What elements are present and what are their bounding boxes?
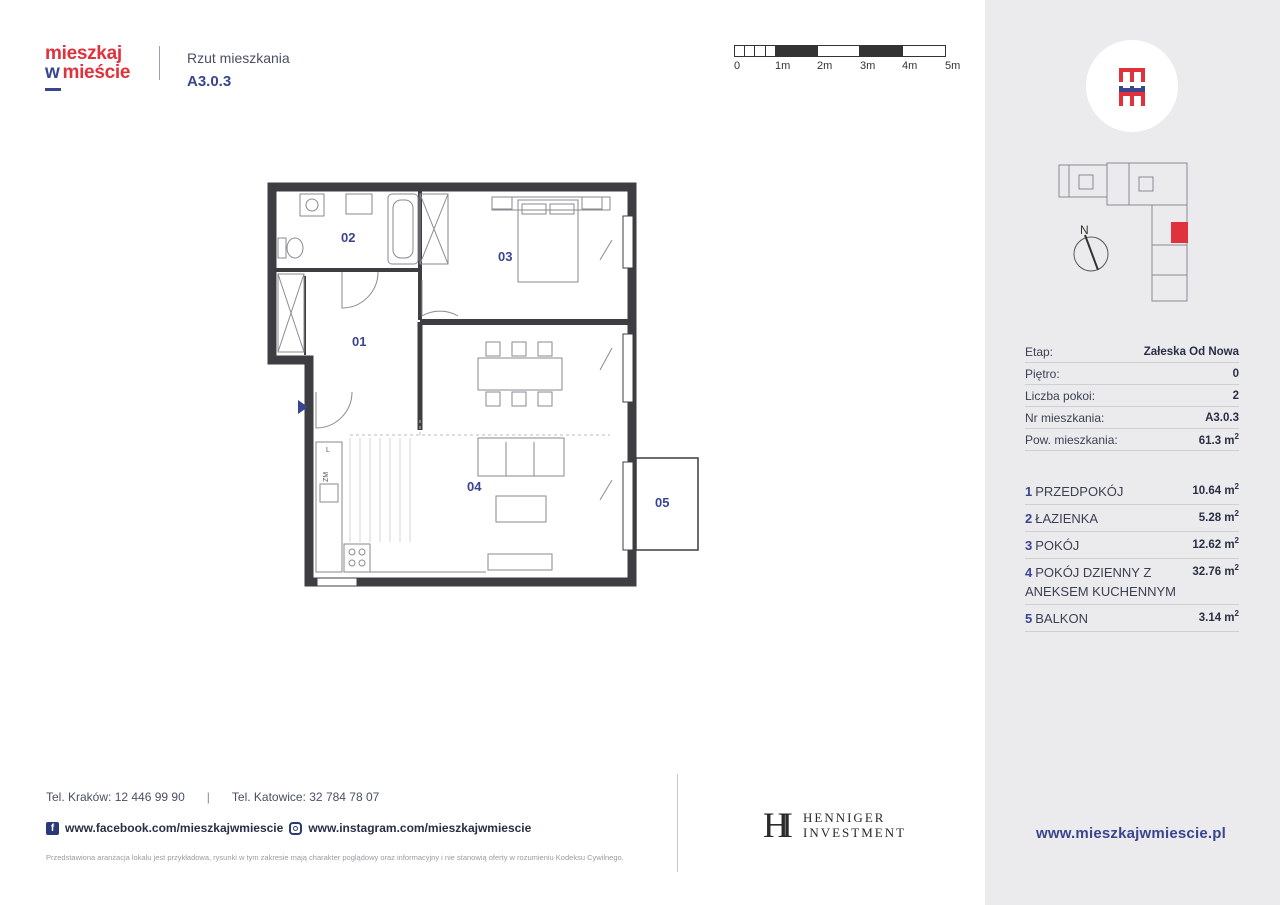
spec-row: [1025, 429, 1239, 451]
toilet: [287, 238, 303, 258]
contact-line: [46, 790, 379, 804]
washer-drum: [306, 199, 318, 211]
spec-value: A3.0.3: [1205, 411, 1239, 424]
compass-north-label: N: [1080, 223, 1089, 237]
door-bath: [342, 272, 378, 308]
room-number: 3: [1025, 538, 1033, 553]
floor-plan: [260, 180, 710, 590]
logo-text-line2: mieście: [62, 62, 131, 83]
door-entry: [316, 392, 352, 428]
spec-label: Pow. mieszkania:: [1025, 432, 1118, 447]
scale-bar-labels: [731, 60, 971, 74]
scale-label: 2m: [817, 60, 833, 72]
room-name: POKÓJ DZIENNY Z ANEKSEM KUCHENNYM: [1025, 565, 1176, 599]
apartment-highlight: [1171, 222, 1188, 243]
room-area: 12.62 $m^2$: [1192, 536, 1239, 551]
room-number-01: 01: [352, 334, 367, 349]
logo-text-line1: mieszkaj: [45, 43, 122, 64]
specs-table: [1025, 341, 1239, 451]
phone-krakow[interactable]: Tel. Kraków: 12 446 99 90: [46, 790, 185, 804]
door-bedroom: [422, 280, 458, 316]
tv-unit: [488, 554, 552, 570]
room-number: 2: [1025, 511, 1033, 526]
spec-value: 2: [1232, 389, 1239, 402]
spec-value: Załeska Od Nowa: [1143, 345, 1239, 358]
room-row: [1025, 478, 1239, 505]
spec-label: Piętro:: [1025, 366, 1060, 381]
investor-name-line1: HENNIGER: [803, 810, 886, 825]
spec-value: 61.3 $m^2$: [1198, 432, 1239, 447]
spec-label: Nr mieszkania:: [1025, 410, 1105, 425]
instagram-icon: [289, 822, 302, 835]
scale-label: 0: [734, 60, 741, 72]
coffee-table: [496, 496, 546, 522]
room-area: 5.28 $m^2$: [1198, 509, 1239, 524]
kitchen-sink: [320, 484, 338, 502]
room-area: 32.76 $m^2$: [1192, 563, 1239, 578]
room-number-04: 04: [467, 479, 482, 494]
investor-logo: [763, 807, 906, 843]
room-name: ŁAZIENKA: [1035, 511, 1099, 526]
contact-separator: |: [206, 790, 210, 804]
facebook-icon: f: [46, 822, 59, 835]
disclaimer: Przedstawiona aranżacja lokalu jest przykładowa, rysunki w tym zakresie mają charakter poglądowy oraz informacyjny i nie stanowią oferty w rozumieniu Kodeksu Cywilnego.: [46, 853, 624, 862]
logo-w: w: [45, 62, 60, 83]
social-links: [46, 821, 531, 835]
rooms-table: [1025, 478, 1239, 632]
scale-bar: [734, 45, 946, 57]
spec-row: [1025, 385, 1239, 407]
room-row: [1025, 532, 1239, 559]
brand-badge: [1086, 40, 1178, 132]
logo-underline: [45, 88, 61, 91]
bed: [518, 200, 578, 282]
room-number-03: 03: [498, 249, 513, 264]
room-name: PRZEDPOKÓJ: [1035, 484, 1124, 499]
website-link[interactable]: www.mieszkajwmiescie.pl: [1036, 825, 1226, 842]
room-row: [1025, 559, 1239, 605]
kitchen-label-l: L: [326, 447, 330, 454]
spec-value: 0: [1232, 367, 1239, 380]
spec-label: Etap:: [1025, 344, 1054, 359]
room-name: BALKON: [1035, 611, 1088, 626]
investor-monogram: HI: [763, 805, 785, 845]
kitchen-label-zm: ZM: [323, 471, 330, 482]
facebook-link[interactable]: www.facebook.com/mieszkajwmiescie: [65, 821, 284, 835]
building-key-plan: [1049, 155, 1199, 305]
brand-logo[interactable]: [45, 44, 130, 82]
washer: [300, 194, 324, 216]
spec-row: [1025, 341, 1239, 363]
spec-label: Liczba pokoi:: [1025, 388, 1096, 403]
page-title: Rzut mieszkania: [187, 50, 290, 66]
room-number-05: 05: [655, 495, 670, 510]
room-row: [1025, 605, 1239, 632]
footer-divider: [677, 774, 678, 872]
toilet-tank: [278, 238, 286, 258]
scale-label: 4m: [902, 60, 918, 72]
kitchen-counter: [316, 442, 342, 572]
cooktop: [344, 544, 370, 572]
room-area: 3.14 $m^2$: [1198, 609, 1239, 624]
bathtub-inner: [393, 200, 413, 258]
header-divider: [159, 46, 160, 80]
sidebar: [985, 0, 1280, 905]
dining-table: [478, 358, 562, 390]
mwm-logo-icon: [1111, 60, 1153, 112]
apartment-code: A3.0.3: [187, 73, 232, 90]
room-number: 4: [1025, 565, 1033, 580]
room-name: POKÓJ: [1035, 538, 1080, 553]
instagram-link[interactable]: www.instagram.com/mieszkajwmiescie: [308, 821, 532, 835]
spec-row: [1025, 363, 1239, 385]
sofa: [478, 438, 564, 476]
phone-katowice[interactable]: Tel. Katowice: 32 784 78 07: [231, 790, 380, 804]
sink: [346, 194, 372, 214]
room-row: [1025, 505, 1239, 532]
scale-label: 5m: [945, 60, 961, 72]
investor-name-line2: INVESTMENT: [803, 825, 907, 840]
room-number-02: 02: [341, 230, 356, 245]
scale-label: 3m: [860, 60, 876, 72]
spec-row: [1025, 407, 1239, 429]
scale-label: 1m: [775, 60, 791, 72]
room-number: 5: [1025, 611, 1033, 626]
room-number: 1: [1025, 484, 1033, 499]
badge-logo: [1111, 60, 1153, 116]
room-area: 10.64 $m^2$: [1192, 482, 1239, 497]
